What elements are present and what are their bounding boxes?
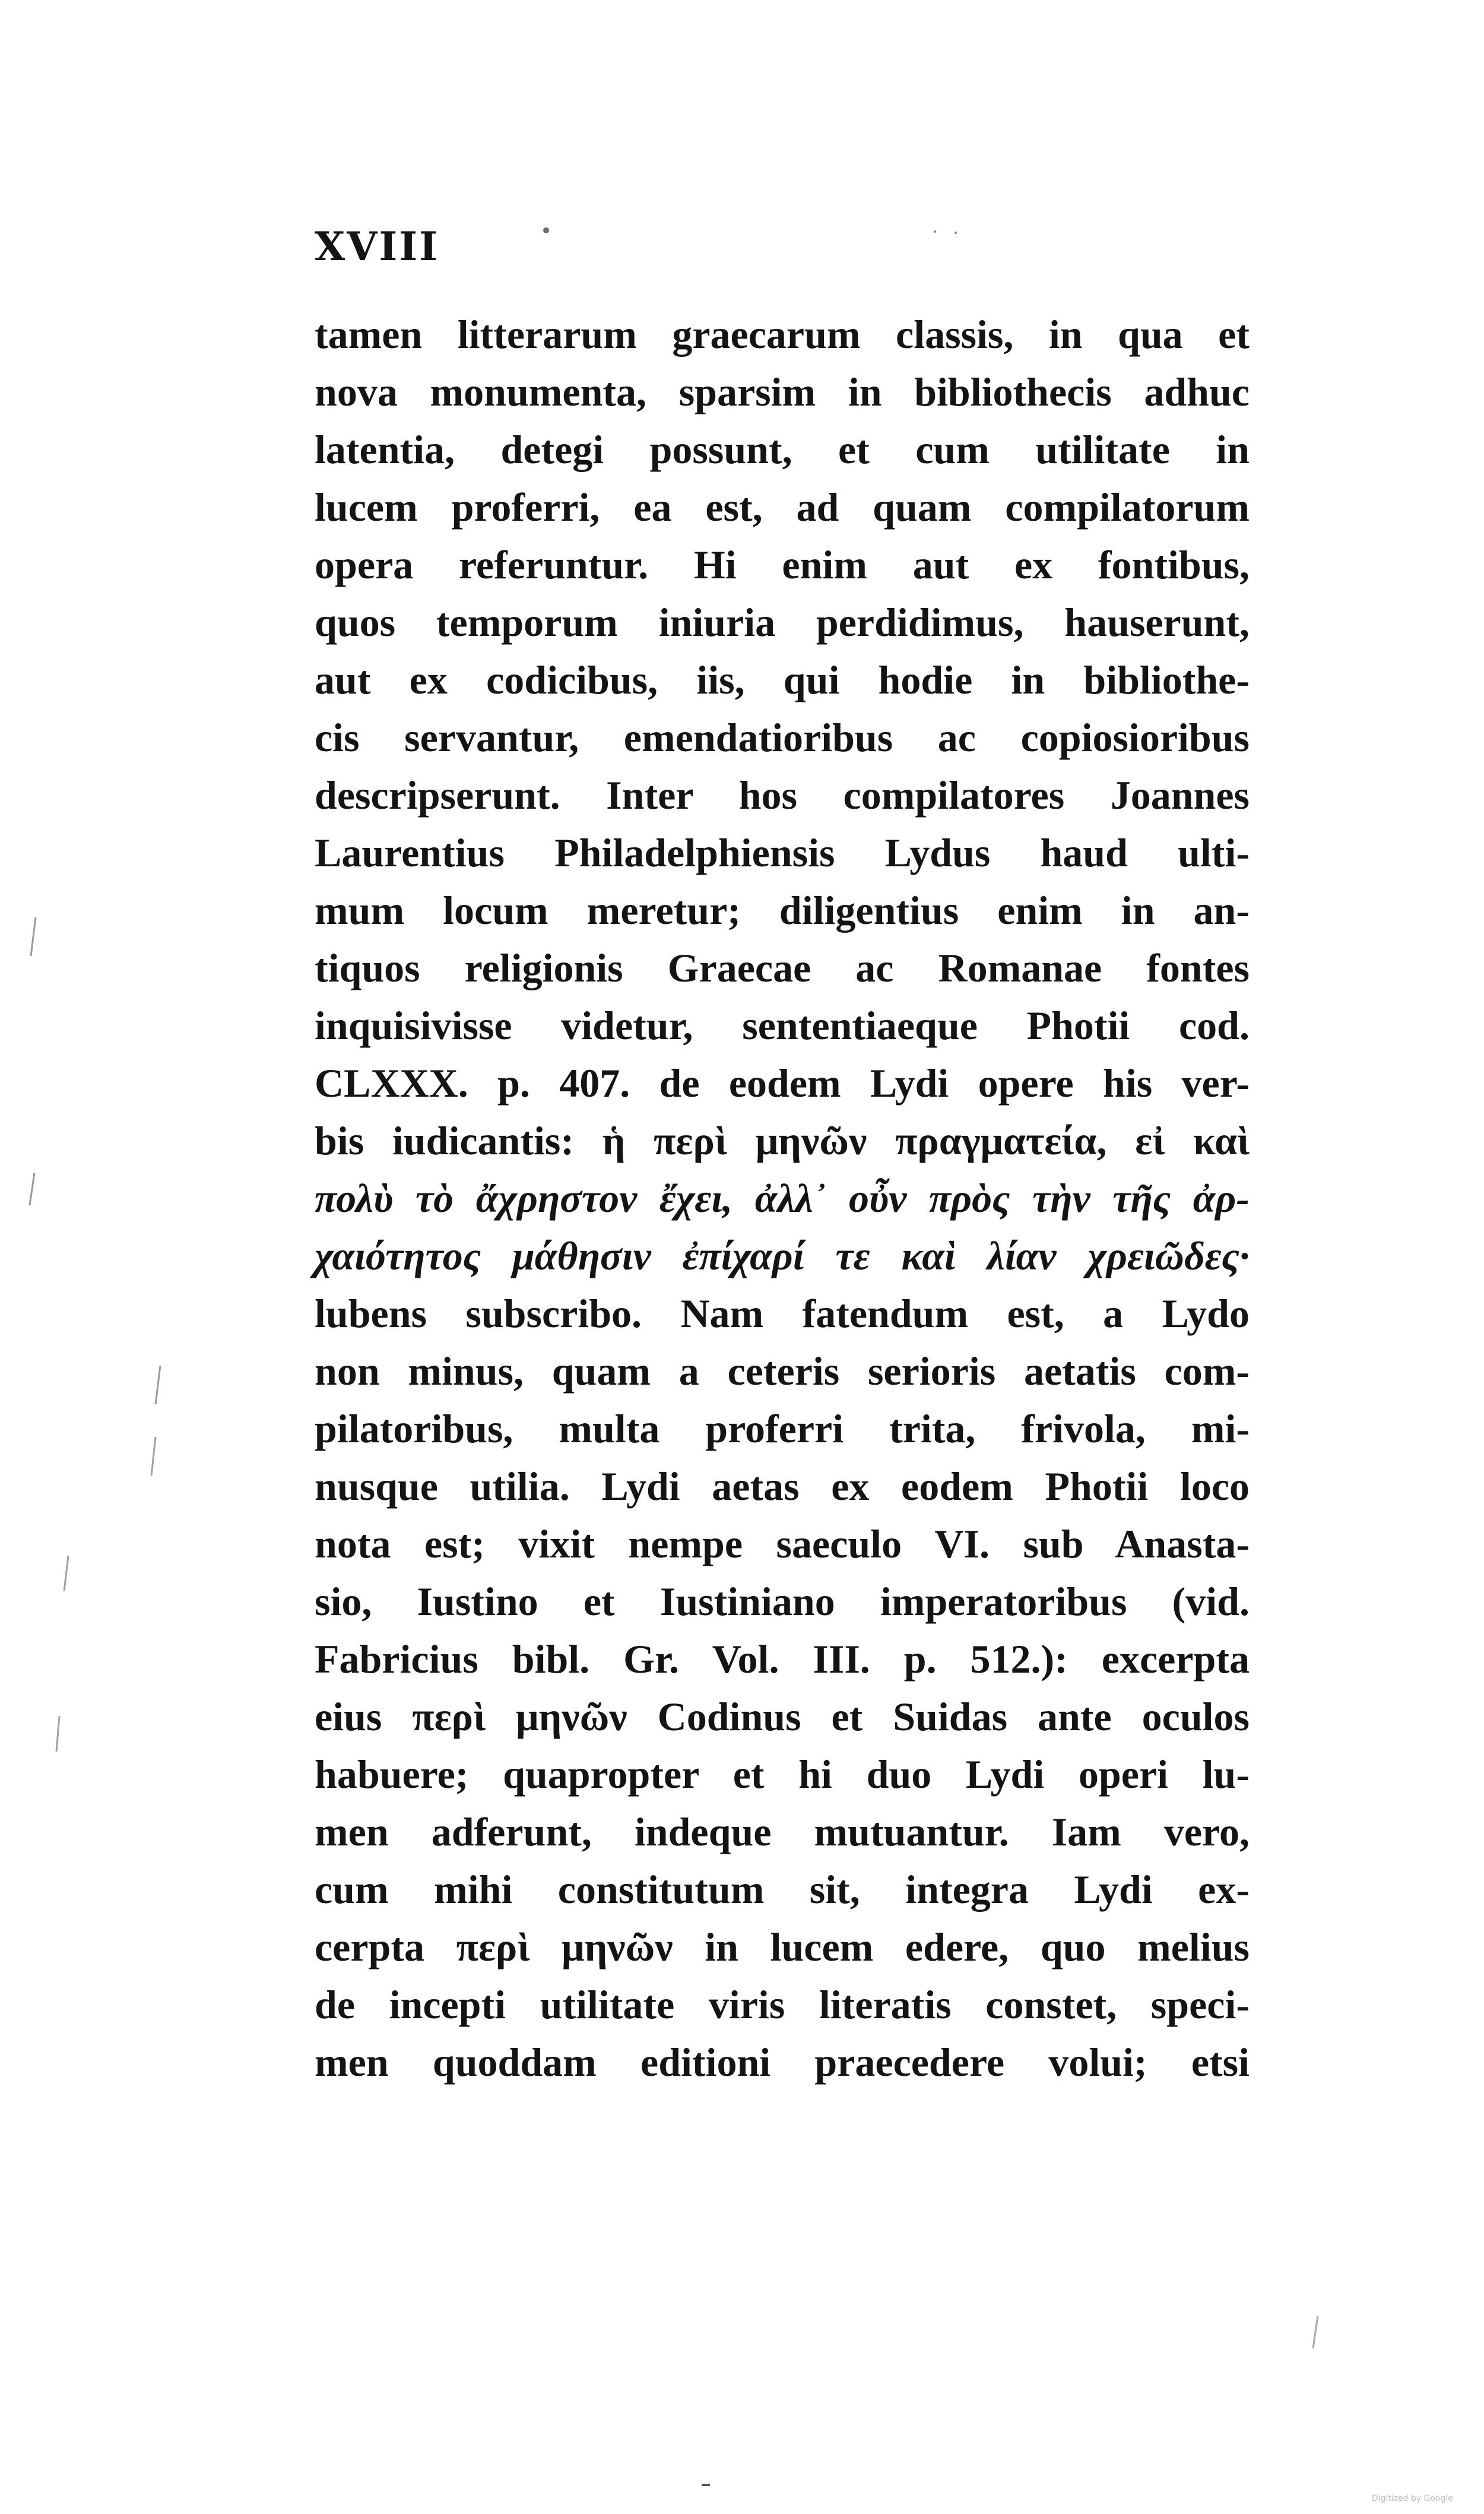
margin-mark (151, 1437, 156, 1476)
margin-mark (30, 1173, 34, 1205)
text-line: tamen litterarum graecarum classis, in qua et (315, 312, 1250, 357)
text-line: de incepti utilitate viris literatis constet, speci- (315, 1982, 1250, 2027)
ink-speck (543, 227, 549, 233)
text-line: quos temporum iniuria perdidimus, hauserunt, (315, 600, 1250, 645)
ink-speck (934, 230, 936, 233)
text-line: men quoddam editioni praecedere volui; etsi (315, 2040, 1250, 2085)
text-line: lubens subscribo. Nam fatendum est, a Lydo (315, 1291, 1250, 1336)
text-line: cerpta περὶ μηνῶν in lucem edere, quo melius (315, 1924, 1250, 1970)
text-line: tiquos religionis Graecae ac Romanae fontes (315, 945, 1250, 990)
text-line: non minus, quam a ceteris serioris aetatis com- (315, 1348, 1250, 1394)
text-line: aut ex codicibus, iis, qui hodie in bibliothe- (315, 657, 1250, 702)
text-line: nota est; vixit nempe saeculo VI. sub Anasta- (315, 1521, 1250, 1566)
text-line: CLXXX. p. 407. de eodem Lydi opere his ver- (315, 1060, 1250, 1106)
text-line: sio, Iustino et Iustiniano imperatoribus (vid. (315, 1579, 1250, 1624)
margin-mark (156, 1366, 160, 1404)
text-line: cum mihi constitutum sit, integra Lydi ex- (315, 1867, 1250, 1912)
margin-mark (56, 1716, 59, 1752)
margin-mark (31, 917, 36, 956)
greek-text-line: πολὺ τὸ ἄχρηστον ἔχει, ἀλλ᾽ οὖν πρὸς τὴν τῆς ἀρ- (315, 1176, 1250, 1221)
margin-mark (1313, 2316, 1318, 2348)
text-line: habuere; quapropter et hi duo Lydi operi lu- (315, 1752, 1250, 1797)
text-line: cis servantur, emendatioribus ac copiosioribus (315, 715, 1250, 760)
text-line: men adferunt, indeque mutuantur. Iam vero, (315, 1809, 1250, 1854)
text-line: eius περὶ μηνῶν Codinus et Suidas ante oculos (315, 1694, 1250, 1739)
text-line: inquisivisse videtur, sententiaeque Photii cod. (315, 1003, 1250, 1048)
text-line: bis iudicantis: ἡ περὶ μηνῶν πραγματεία, εἰ καὶ (315, 1118, 1250, 1163)
text-line: nova monumenta, sparsim in bibliothecis adhuc (315, 369, 1250, 414)
digitized-watermark: Digitized by Google (1371, 2494, 1453, 2503)
page-number: XVIII (315, 223, 440, 270)
text-line: nusque utilia. Lydi aetas ex eodem Photii loco (315, 1464, 1250, 1509)
ink-speck (955, 232, 957, 234)
text-line: Fabricius bibl. Gr. Vol. III. p. 512.): excerpta (315, 1636, 1250, 1682)
greek-text-line: χαιότητος μάθησιν ἐπίχαρί τε καὶ λίαν χρειῶδες· (315, 1233, 1250, 1278)
text-line: descripserunt. Inter hos compilatores Joannes (315, 772, 1250, 818)
text-line: opera referuntur. Hi enim aut ex fontibus, (315, 542, 1250, 587)
body-text (315, 306, 1250, 2091)
text-line: Laurentius Philadelphiensis Lydus haud ulti- (315, 830, 1250, 875)
text-line: pilatoribus, multa proferri trita, frivola, mi- (315, 1406, 1250, 1451)
text-line: lucem proferri, ea est, ad quam compilatorum (315, 485, 1250, 530)
text-line: mum locum meretur; diligentius enim in an- (315, 888, 1250, 933)
margin-mark (64, 1556, 68, 1591)
text-line: latentia, detegi possunt, et cum utilitate in (315, 427, 1250, 472)
